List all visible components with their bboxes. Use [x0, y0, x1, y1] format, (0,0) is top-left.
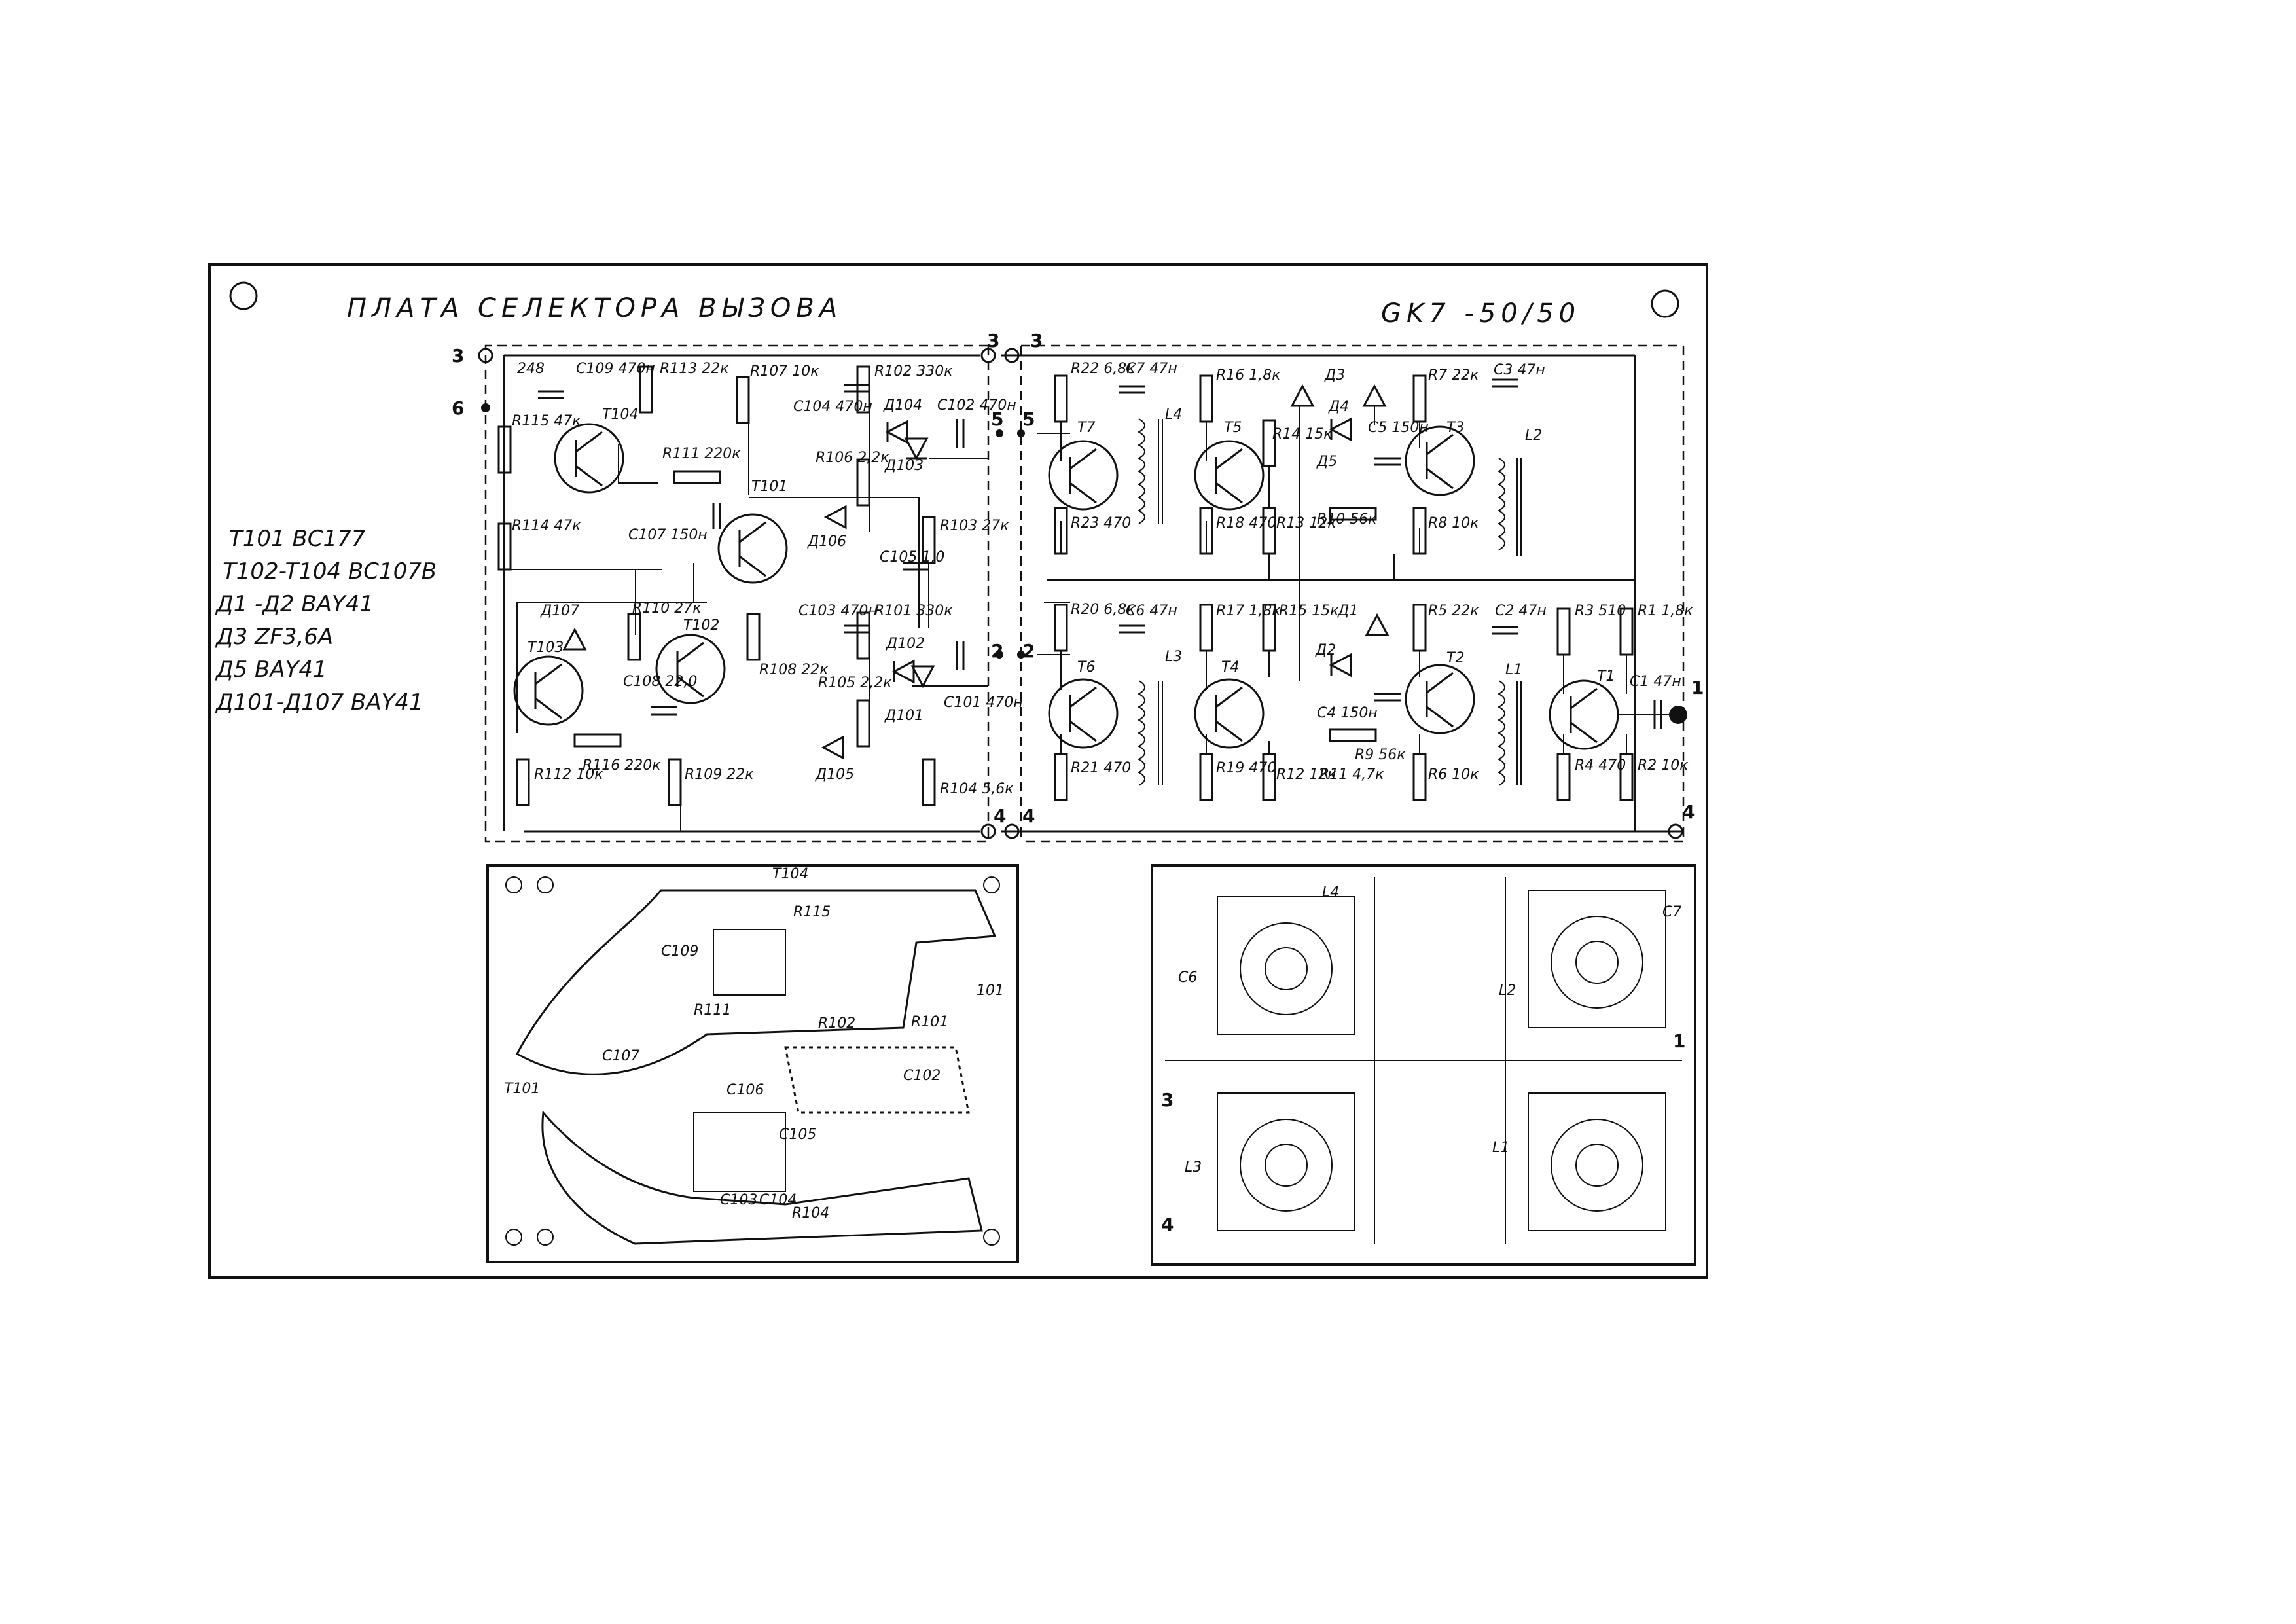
label-r15: R15 15к: [1279, 603, 1339, 619]
label-r102: R102 330к: [874, 363, 953, 380]
label-c5: C5 150н: [1368, 420, 1429, 436]
pcb-label: 3: [1161, 1089, 1174, 1111]
legend-line: Д1 -Д2 BAY41: [216, 591, 374, 617]
label-r3: R3 510: [1575, 603, 1626, 619]
legend-line: T102-T104 BC107B: [223, 558, 437, 585]
label-r14: R14 15к: [1272, 426, 1333, 442]
pcb-label: C103: [720, 1192, 758, 1208]
terminal-pad: [481, 403, 490, 412]
label-r107: R107 10к: [750, 363, 819, 380]
terminal-label: 3: [987, 330, 1000, 352]
label-r4: R4 470: [1575, 757, 1626, 774]
label-l4: L4: [1165, 406, 1183, 423]
label-t103: T103: [528, 640, 564, 656]
label-d104: Д104: [884, 397, 923, 414]
label-t7: T7: [1077, 420, 1096, 436]
label-r101: R101 330к: [874, 603, 953, 619]
label-c4: C4 150н: [1317, 705, 1378, 721]
pcb-label: C102: [903, 1068, 941, 1084]
pcb-label: L3: [1185, 1159, 1202, 1176]
legend-line: T101 BC177: [229, 526, 366, 552]
label-r104: R104 5,6к: [940, 781, 1014, 797]
pcb-label: R115: [793, 904, 831, 920]
label-t2: T2: [1446, 650, 1465, 666]
label-c103: C103 470н: [798, 603, 878, 619]
label-c2: C2 47н: [1495, 603, 1547, 619]
label-r17: R17 1,8к: [1216, 603, 1281, 619]
terminal-label: 3: [1030, 330, 1043, 352]
pcb-label: L2: [1499, 983, 1516, 999]
label-r12: R12 12к: [1276, 767, 1336, 783]
label-r18: R18 470: [1216, 515, 1277, 532]
label-r103: R103 27к: [940, 518, 1009, 534]
pcb-layout-left: [488, 865, 1018, 1262]
label-r11: R11 4,7к: [1319, 767, 1384, 783]
label-r109: R109 22к: [685, 767, 754, 783]
capacitor-symbols: [538, 380, 1661, 729]
label-r113: R113 22к: [660, 361, 729, 377]
label-d3: Д3: [1325, 367, 1346, 384]
label-l2: L2: [1525, 427, 1543, 444]
pcb-layout-right: [1152, 865, 1695, 1265]
terminal-label: 3: [452, 345, 465, 367]
label-r6: R6 10к: [1428, 767, 1479, 783]
terminal-label: 1: [1691, 677, 1704, 698]
label-c109: C109 470н: [576, 361, 655, 377]
terminal-pad: [996, 429, 1003, 437]
label-r2: R2 10к: [1638, 757, 1689, 774]
label-r105: R105 2,2к: [818, 675, 892, 691]
pcb-label: R102: [818, 1015, 856, 1032]
terminal-label: 2: [991, 640, 1004, 662]
label-r16: R16 1,8к: [1216, 367, 1281, 384]
label-r20: R20 6,8к: [1071, 602, 1136, 618]
label-d106: Д106: [808, 533, 847, 550]
terminal-label: 4: [1682, 801, 1695, 823]
label-l1: L1: [1505, 662, 1523, 678]
label-c248: 248: [517, 361, 545, 377]
label-r1: R1 1,8к: [1638, 603, 1693, 619]
pcb-label: L1: [1492, 1140, 1510, 1156]
label-d105: Д105: [816, 767, 855, 783]
mounting-hole: [1652, 291, 1678, 317]
label-c3: C3 47н: [1494, 362, 1545, 378]
label-t102: T102: [683, 617, 720, 634]
label-l3: L3: [1165, 649, 1183, 665]
label-c107: C107 150н: [628, 527, 708, 543]
parts-legend: [215, 526, 437, 715]
label-r110: R110 27к: [632, 600, 702, 617]
mounting-hole: [230, 283, 257, 309]
terminal-label: 2: [1022, 640, 1035, 662]
label-d1: Д1: [1338, 603, 1359, 619]
pcb-label: C6: [1178, 969, 1198, 986]
label-r106: R106 2,2к: [816, 450, 889, 466]
label-d101: Д101: [885, 708, 924, 724]
label-r115: R115 47к: [512, 413, 581, 429]
label-r8: R8 10к: [1428, 515, 1479, 532]
label-r114: R114 47к: [512, 518, 581, 534]
label-r116: R116 220к: [583, 757, 661, 774]
label-d103: Д103: [885, 458, 924, 474]
label-d102: Д102: [886, 636, 925, 652]
label-r111: R111 220к: [662, 446, 741, 462]
pcb-label: C107: [602, 1048, 640, 1064]
label-r22: R22 6,8к: [1071, 361, 1136, 377]
label-r112: R112 10к: [534, 767, 603, 783]
sheet-title: ПЛАТА СЕЛЕКТОРА ВЫЗОВА: [347, 293, 843, 323]
label-c105: C105 1,0: [880, 549, 945, 566]
terminal-label: 5: [991, 408, 1004, 430]
terminal-label: 6: [452, 397, 465, 419]
label-t3: T3: [1446, 420, 1465, 436]
model-number: GK7 -50/50: [1381, 298, 1581, 329]
pcb-label: 1: [1673, 1030, 1686, 1052]
pcb-label: C105: [779, 1127, 817, 1143]
label-c1: C1 47н: [1630, 674, 1681, 690]
pcb-label: C7: [1662, 904, 1682, 920]
pcb-label: L4: [1322, 884, 1340, 901]
label-c104: C104 470н: [793, 399, 872, 415]
label-r21: R21 470: [1071, 760, 1132, 776]
pcb-label: C106: [726, 1082, 764, 1098]
label-t104: T104: [602, 406, 639, 423]
pcb-label: C109: [661, 943, 699, 960]
pcb-label: 101: [977, 983, 1004, 999]
label-t6: T6: [1077, 659, 1096, 676]
label-c102: C102 470н: [937, 397, 1016, 414]
circuit-schematic: [452, 330, 1704, 842]
label-c101: C101 470н: [944, 695, 1023, 711]
terminal-label: 4: [994, 805, 1007, 827]
label-t1: T1: [1597, 668, 1615, 685]
label-d2: Д2: [1316, 642, 1336, 659]
label-r9: R9 56к: [1355, 747, 1406, 763]
label-c6: C6 47н: [1126, 603, 1177, 619]
label-d107: Д107: [541, 603, 580, 619]
label-r19: R19 470: [1216, 760, 1277, 776]
legend-line: Д5 BAY41: [216, 657, 327, 683]
pcb-label: R101: [911, 1014, 949, 1030]
label-r108: R108 22к: [759, 662, 829, 678]
terminal-pad: [1017, 429, 1025, 437]
label-c108: C108 22,0: [623, 674, 698, 690]
terminal-label: 5: [1022, 408, 1035, 430]
label-r23: R23 470: [1071, 515, 1132, 532]
pcb-label: R104: [792, 1205, 830, 1221]
transistor-symbols: [514, 424, 1618, 749]
pcb-label: T104: [772, 866, 809, 882]
label-t4: T4: [1221, 659, 1240, 676]
label-r5: R5 22к: [1428, 603, 1479, 619]
terminal-label: 4: [1022, 805, 1035, 827]
label-c7: C7 47н: [1126, 361, 1177, 377]
label-r7: R7 22к: [1428, 367, 1479, 384]
label-t5: T5: [1224, 420, 1242, 436]
legend-line: Д3 ZF3,6A: [216, 624, 334, 650]
pcb-label: 4: [1161, 1214, 1174, 1235]
label-d5: Д5: [1317, 454, 1338, 470]
pcb-label: R111: [694, 1002, 732, 1019]
label-t101: T101: [751, 478, 788, 495]
pcb-label: T101: [504, 1081, 541, 1097]
pcb-label: C104: [759, 1192, 797, 1208]
label-d4: Д4: [1329, 399, 1350, 415]
label-r13: R13 12к: [1276, 515, 1336, 532]
label-r10: R10 56к: [1317, 511, 1377, 528]
legend-line: Д101-Д107 BAY41: [216, 689, 423, 715]
